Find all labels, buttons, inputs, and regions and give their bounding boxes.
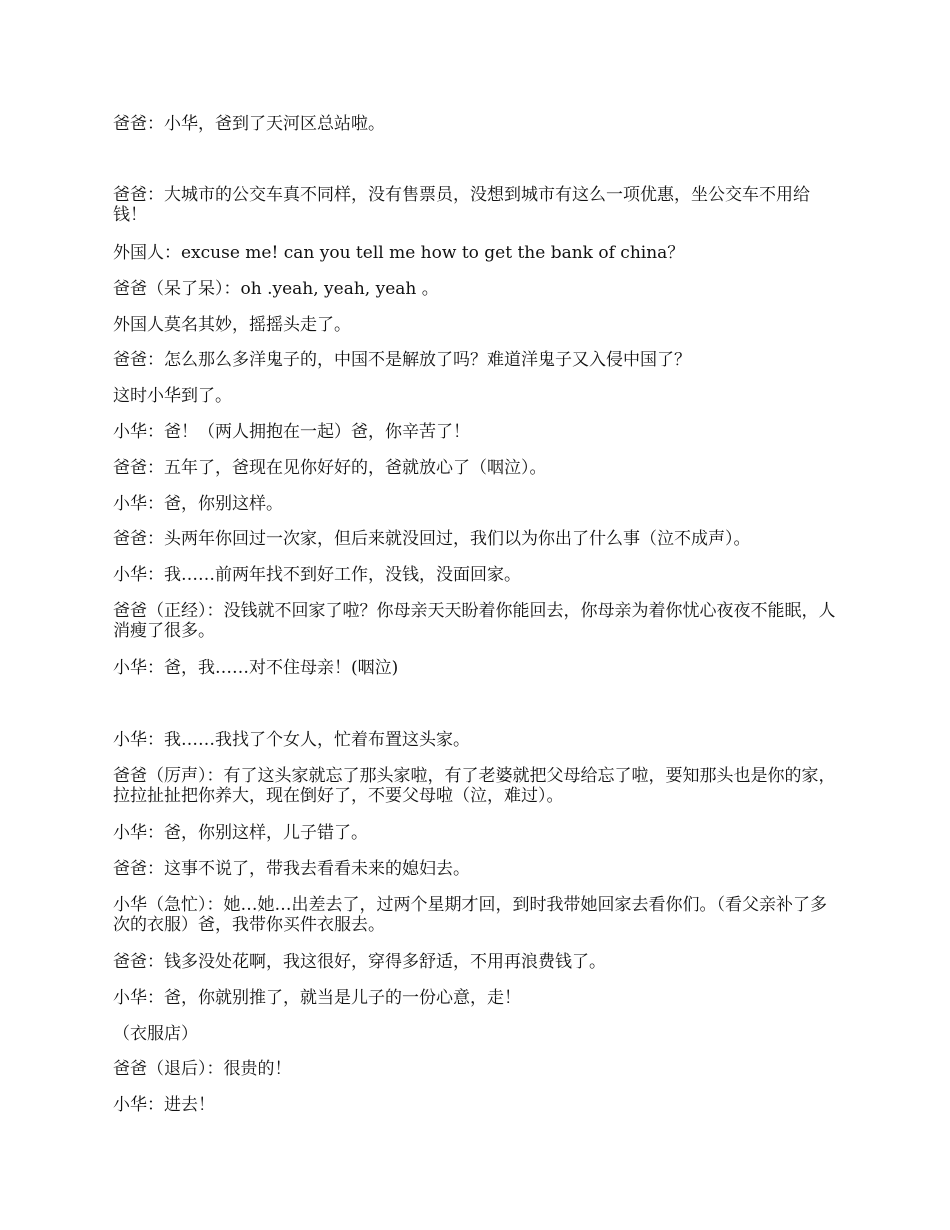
dialogue-line: 爸爸（厉声）：有了这头家就忘了那头家啦，有了老婆就把父母给忘了啦，要知那头也是你的家，拉拉扯扯把你养大，现在倒好了，不要父母啦（泣，难过）。 <box>113 766 836 806</box>
dialogue-line: 小华：我……前两年找不到好工作，没钱，没面回家。 <box>113 565 521 585</box>
dialogue-line: 这时小华到了。 <box>113 386 232 406</box>
dialogue-line: 爸爸：小华，爸到了天河区总站啦。 <box>113 114 385 134</box>
dialogue-line: 小华（急忙）：她…她…出差去了，过两个星期才回，到时我带她回家去看你们。（看父亲补了多次的衣服）爸，我带你买件衣服去。 <box>113 895 827 935</box>
dialogue-line: 爸爸：五年了，爸现在见你好好的，爸就放心了（咽泣）。 <box>113 458 547 478</box>
dialogue-line: 爸爸（退后）：很贵的！ <box>113 1059 292 1079</box>
dialogue-line: 小华：爸！（两人拥抱在一起）爸，你辛苦了！ <box>113 422 470 442</box>
dialogue-line: 小华：我……我找了个女人，忙着布置这头家。 <box>113 730 470 750</box>
dialogue-line: 外国人：excuse me! can you tell me how to get the bank of china？ <box>113 243 685 263</box>
dialogue-line: 小华：爸，我……对不住母亲！(咽泣) <box>113 658 399 678</box>
dialogue-line: 爸爸：怎么那么多洋鬼子的，中国不是解放了吗？难道洋鬼子又入侵中国了？ <box>113 350 691 370</box>
dialogue-line: 小华：进去！ <box>113 1095 215 1115</box>
dialogue-line: 爸爸：钱多没处花啊，我这很好，穿得多舒适，不用再浪费钱了。 <box>113 952 606 972</box>
dialogue-line: 爸爸（正经）：没钱就不回家了啦？你母亲天天盼着你能回去，你母亲为着你忧心夜夜不能眠，人消瘦了很多。 <box>113 601 836 641</box>
dialogue-line: 爸爸：头两年你回过一次家，但后来就没回过，我们以为你出了什么事（泣不成声）。 <box>113 529 751 549</box>
dialogue-line: 爸爸：这事不说了，带我去看看未来的媳妇去。 <box>113 859 470 879</box>
dialogue-line: 爸爸（呆了呆）：oh .yeah, yeah, yeah 。 <box>113 279 439 299</box>
dialogue-line: 小华：爸，你别这样，儿子错了。 <box>113 823 368 843</box>
dialogue-line: 爸爸：大城市的公交车真不同样，没有售票员，没想到城市有这么一项优惠，坐公交车不用给钱！ <box>113 185 810 225</box>
dialogue-line: 小华：爸，你别这样。 <box>113 494 283 514</box>
dialogue-line: （衣服店） <box>113 1024 198 1044</box>
dialogue-line: 小华：爸，你就别推了，就当是儿子的一份心意，走！ <box>113 988 521 1008</box>
dialogue-line: 外国人莫名其妙，摇摇头走了。 <box>113 315 351 335</box>
